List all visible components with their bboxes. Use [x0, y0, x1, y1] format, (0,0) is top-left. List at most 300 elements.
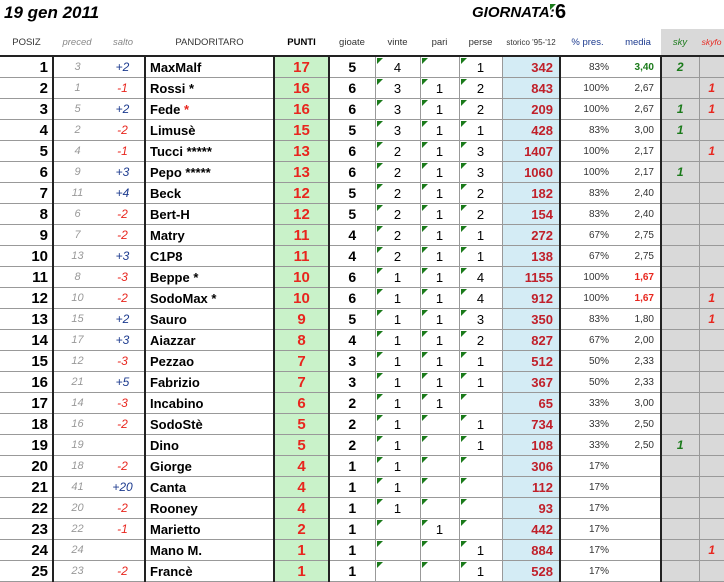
player-name-value: Marietto	[150, 521, 201, 537]
history-value: 306	[531, 458, 553, 474]
position-value: 5	[39, 142, 48, 160]
presence-value: 100%	[583, 82, 609, 94]
played-cell	[329, 561, 375, 582]
wins-cell	[375, 309, 420, 330]
played-value: 4	[348, 227, 357, 243]
average-value: 2,40	[634, 208, 654, 220]
player-name-value: Pezzao	[150, 353, 195, 369]
position-value: 11	[32, 268, 48, 286]
presence-cell	[560, 225, 615, 246]
presence-cell	[560, 456, 615, 477]
draws-cell	[420, 330, 459, 351]
wins-cell	[375, 393, 420, 414]
flag-icon	[461, 121, 467, 127]
average-value: 2,50	[634, 439, 654, 451]
table-row	[0, 78, 724, 99]
sky-cell	[661, 120, 699, 141]
position-value: 4	[39, 121, 48, 139]
presence-cell	[560, 183, 615, 204]
position-cell	[0, 414, 53, 435]
history-cell	[502, 246, 560, 267]
jump-value: +4	[115, 186, 130, 200]
played-cell	[329, 162, 375, 183]
wins-cell	[375, 435, 420, 456]
flag-icon	[377, 373, 383, 379]
flag-icon	[422, 79, 428, 85]
played-value: 4	[348, 332, 357, 348]
wins-value: 1	[393, 416, 402, 432]
history-cell	[502, 561, 560, 582]
flag-icon	[377, 562, 383, 568]
table-row	[0, 456, 724, 477]
average-value: 1,67	[634, 271, 654, 283]
wins-cell	[375, 120, 420, 141]
draws-cell	[420, 309, 459, 330]
losses-cell	[459, 78, 502, 99]
flag-icon	[422, 289, 428, 295]
skyfo-value: 1	[708, 543, 716, 557]
skyfo-cell	[699, 267, 724, 288]
wins-value: 1	[393, 458, 402, 474]
losses-cell	[459, 288, 502, 309]
wins-value: 1	[393, 290, 402, 306]
col-header-salto: salto	[101, 29, 145, 56]
table-row	[0, 519, 724, 540]
points-value: 13	[293, 163, 310, 181]
skyfo-value: 1	[708, 291, 716, 305]
wins-value: 3	[393, 80, 402, 96]
player-name-value: Aiazzar	[150, 332, 196, 348]
flag-icon	[422, 415, 428, 421]
average-cell	[615, 456, 661, 477]
flag-icon	[377, 121, 383, 127]
previous-position-value: 7	[74, 229, 81, 241]
position-value: 14	[31, 331, 48, 349]
wins-cell	[375, 456, 420, 477]
played-value: 5	[348, 59, 357, 75]
history-value: 827	[531, 332, 553, 348]
flag-icon	[461, 142, 467, 148]
sky-value: 1	[676, 438, 684, 452]
jump-value: -2	[117, 417, 128, 431]
previous-position-value: 23	[71, 565, 84, 577]
sky-cell	[661, 183, 699, 204]
presence-value: 100%	[583, 103, 609, 115]
points-cell	[274, 141, 329, 162]
presence-cell	[560, 435, 615, 456]
history-cell	[502, 120, 560, 141]
history-cell	[502, 204, 560, 225]
history-cell	[502, 288, 560, 309]
sky-cell	[661, 99, 699, 120]
losses-value: 3	[476, 143, 485, 159]
previous-position-cell	[53, 372, 101, 393]
flag-icon	[422, 562, 428, 568]
draws-cell	[420, 435, 459, 456]
draws-cell	[420, 204, 459, 225]
table-row	[0, 393, 724, 414]
played-cell	[329, 99, 375, 120]
player-name-value: Mano M.	[150, 542, 202, 558]
flag-icon	[422, 478, 428, 484]
draws-value: 1	[435, 374, 444, 390]
flag-icon	[422, 520, 428, 526]
giornata-number: 6	[555, 1, 567, 23]
player-name-value: Fede	[150, 101, 184, 117]
points-value: 12	[293, 184, 310, 202]
player-name-cell	[145, 99, 274, 120]
losses-cell	[459, 561, 502, 582]
draws-cell	[420, 99, 459, 120]
jump-value: +20	[112, 480, 133, 494]
losses-value: 1	[476, 437, 485, 453]
skyfo-value: 1	[708, 312, 716, 326]
history-value: 65	[538, 395, 553, 411]
losses-value: 2	[476, 206, 485, 222]
history-value: 209	[531, 101, 553, 117]
played-cell	[329, 351, 375, 372]
player-name-value: Limusè	[150, 122, 196, 138]
presence-value: 33%	[588, 418, 609, 430]
losses-cell	[459, 56, 502, 78]
position-value: 15	[31, 352, 48, 370]
played-value: 5	[348, 122, 357, 138]
losses-value: 1	[476, 374, 485, 390]
table-row	[0, 288, 724, 309]
player-name-value: SodoStè	[150, 416, 203, 432]
col-header-vinte: vinte	[375, 29, 420, 56]
col-header-posiz: POSIZ	[0, 29, 53, 56]
flag-icon	[461, 331, 467, 337]
table-row	[0, 414, 724, 435]
jump-cell	[101, 288, 145, 309]
table-row	[0, 351, 724, 372]
played-value: 1	[348, 521, 357, 537]
losses-cell	[459, 204, 502, 225]
points-cell	[274, 288, 329, 309]
played-cell	[329, 225, 375, 246]
previous-position-value: 12	[71, 355, 84, 367]
history-value: 182	[531, 185, 553, 201]
average-value: 2,33	[634, 376, 654, 388]
wins-value: 2	[393, 248, 402, 264]
played-cell	[329, 141, 375, 162]
skyfo-cell	[699, 120, 724, 141]
history-value: 1407	[524, 143, 553, 159]
played-value: 3	[348, 353, 357, 369]
sky-cell	[661, 393, 699, 414]
losses-cell	[459, 225, 502, 246]
giornata-label: GIORNATA:	[472, 4, 555, 21]
wins-cell	[375, 540, 420, 561]
skyfo-cell	[699, 456, 724, 477]
sky-value: 2	[676, 60, 684, 74]
points-value: 4	[297, 457, 306, 475]
points-value: 6	[297, 394, 306, 412]
flag-icon	[377, 79, 383, 85]
skyfo-cell	[699, 519, 724, 540]
presence-value: 83%	[588, 313, 609, 325]
history-cell	[502, 183, 560, 204]
draws-value: 1	[435, 206, 444, 222]
jump-value: -2	[117, 123, 128, 137]
presence-cell	[560, 78, 615, 99]
points-value: 15	[293, 121, 310, 139]
average-cell	[615, 120, 661, 141]
jump-value: -3	[117, 354, 128, 368]
played-value: 6	[348, 143, 357, 159]
position-cell	[0, 498, 53, 519]
skyfo-cell	[699, 351, 724, 372]
presence-cell	[560, 120, 615, 141]
jump-value: +2	[115, 60, 130, 74]
skyfo-value: 1	[708, 144, 716, 158]
col-header-preced: preced	[53, 29, 101, 56]
previous-position-value: 13	[71, 250, 84, 262]
flag-icon	[377, 289, 383, 295]
flag-icon	[461, 478, 467, 484]
skyfo-value: 1	[708, 102, 716, 116]
presence-value: 17%	[588, 565, 609, 577]
previous-position-value: 6	[74, 208, 81, 220]
average-cell	[615, 330, 661, 351]
player-name-value: Beppe *	[150, 269, 199, 285]
draws-cell	[420, 561, 459, 582]
skyfo-cell	[699, 414, 724, 435]
table-row	[0, 246, 724, 267]
presence-cell	[560, 561, 615, 582]
draws-cell	[420, 141, 459, 162]
losses-cell	[459, 99, 502, 120]
flag-icon	[461, 394, 467, 400]
player-name-value: Rossi *	[150, 80, 195, 96]
points-cell	[274, 519, 329, 540]
points-cell	[274, 351, 329, 372]
flag-icon	[377, 100, 383, 106]
presence-cell	[560, 141, 615, 162]
points-cell	[274, 99, 329, 120]
average-cell	[615, 288, 661, 309]
sky-cell	[661, 56, 699, 78]
table-row	[0, 477, 724, 498]
draws-cell	[420, 78, 459, 99]
average-cell	[615, 540, 661, 561]
losses-cell	[459, 477, 502, 498]
presence-value: 83%	[588, 208, 609, 220]
presence-cell	[560, 99, 615, 120]
average-value: 2,75	[634, 229, 654, 241]
presence-value: 50%	[588, 376, 609, 388]
played-cell	[329, 309, 375, 330]
player-name-value: Francè	[150, 563, 193, 579]
history-cell	[502, 162, 560, 183]
skyfo-cell	[699, 183, 724, 204]
draws-value: 1	[435, 311, 444, 327]
flag-icon	[422, 205, 428, 211]
flag-icon	[461, 310, 467, 316]
points-value: 16	[293, 100, 310, 118]
position-value: 17	[31, 394, 48, 412]
skyfo-cell	[699, 540, 724, 561]
played-cell	[329, 204, 375, 225]
history-value: 843	[531, 80, 553, 96]
col-header-pandoritaro: PANDORITARO	[145, 29, 274, 56]
flag-icon	[461, 289, 467, 295]
jump-cell	[101, 477, 145, 498]
flag-icon	[461, 58, 467, 64]
flag-icon	[461, 415, 467, 421]
presence-value: 67%	[588, 334, 609, 346]
wins-cell	[375, 414, 420, 435]
player-name-cell	[145, 309, 274, 330]
average-cell	[615, 561, 661, 582]
player-name-value: Incabino	[150, 395, 204, 411]
draws-value: 1	[435, 353, 444, 369]
jump-cell	[101, 540, 145, 561]
wins-cell	[375, 99, 420, 120]
points-cell	[274, 435, 329, 456]
history-cell	[502, 99, 560, 120]
jump-value: -1	[117, 144, 128, 158]
flag-icon	[377, 415, 383, 421]
table-row	[0, 561, 724, 582]
history-value: 428	[531, 122, 553, 138]
wins-value: 1	[393, 395, 402, 411]
previous-position-cell	[53, 56, 101, 78]
history-value: 154	[531, 206, 553, 222]
jump-cell	[101, 56, 145, 78]
losses-cell	[459, 162, 502, 183]
wins-value: 1	[393, 353, 402, 369]
player-name-cell	[145, 561, 274, 582]
losses-cell	[459, 372, 502, 393]
history-cell	[502, 141, 560, 162]
skyfo-cell	[699, 330, 724, 351]
skyfo-cell	[699, 561, 724, 582]
played-cell	[329, 393, 375, 414]
flag-icon	[461, 247, 467, 253]
points-value: 8	[297, 331, 306, 349]
presence-value: 100%	[583, 271, 609, 283]
points-value: 2	[297, 520, 306, 538]
table-row	[0, 540, 724, 561]
history-value: 108	[531, 437, 553, 453]
flag-icon	[377, 394, 383, 400]
flag-icon	[461, 562, 467, 568]
wins-value: 1	[393, 269, 402, 285]
jump-cell	[101, 393, 145, 414]
played-cell	[329, 183, 375, 204]
sky-value: 1	[676, 123, 684, 137]
presence-cell	[560, 540, 615, 561]
played-cell	[329, 477, 375, 498]
player-name-value: Sauro	[150, 311, 187, 327]
average-cell	[615, 99, 661, 120]
played-value: 5	[348, 206, 357, 222]
presence-value: 17%	[588, 523, 609, 535]
col-header-media: media	[615, 29, 661, 56]
average-cell	[615, 78, 661, 99]
losses-value: 1	[476, 353, 485, 369]
average-cell	[615, 56, 661, 78]
previous-position-cell	[53, 393, 101, 414]
flag-icon	[461, 79, 467, 85]
average-value: 1,80	[634, 313, 654, 325]
points-value: 1	[297, 541, 306, 559]
played-cell	[329, 435, 375, 456]
flag-icon	[377, 268, 383, 274]
losses-value: 1	[476, 563, 485, 579]
previous-position-cell	[53, 120, 101, 141]
wins-cell	[375, 204, 420, 225]
average-value: 3,40	[634, 61, 654, 73]
jump-cell	[101, 435, 145, 456]
draws-value: 1	[435, 290, 444, 306]
flag-icon	[461, 520, 467, 526]
player-name-cell	[145, 351, 274, 372]
wins-cell	[375, 56, 420, 78]
presence-cell	[560, 477, 615, 498]
jump-value: -2	[117, 501, 128, 515]
table-row	[0, 309, 724, 330]
header-row	[0, 29, 724, 56]
sky-cell	[661, 477, 699, 498]
losses-cell	[459, 351, 502, 372]
average-cell	[615, 267, 661, 288]
flag-icon	[422, 58, 428, 64]
table-row	[0, 372, 724, 393]
col-header-pari: pari	[420, 29, 459, 56]
player-name-cell	[145, 330, 274, 351]
presence-value: 100%	[583, 145, 609, 157]
played-cell	[329, 330, 375, 351]
sky-cell	[661, 561, 699, 582]
flag-icon	[422, 226, 428, 232]
position-value: 18	[31, 415, 48, 433]
points-cell	[274, 477, 329, 498]
history-value: 884	[531, 542, 553, 558]
previous-position-value: 20	[71, 502, 84, 514]
played-cell	[329, 56, 375, 78]
previous-position-value: 19	[71, 439, 84, 451]
position-cell	[0, 204, 53, 225]
presence-value: 67%	[588, 229, 609, 241]
table-row	[0, 99, 724, 120]
losses-cell	[459, 393, 502, 414]
position-cell	[0, 309, 53, 330]
previous-position-cell	[53, 78, 101, 99]
draws-cell	[420, 225, 459, 246]
history-cell	[502, 309, 560, 330]
player-name-cell	[145, 141, 274, 162]
previous-position-value: 24	[71, 544, 84, 556]
history-value: 734	[531, 416, 553, 432]
flag-icon	[422, 268, 428, 274]
jump-cell	[101, 351, 145, 372]
points-cell	[274, 309, 329, 330]
points-cell	[274, 225, 329, 246]
history-value: 1060	[524, 164, 553, 180]
history-value: 138	[531, 248, 553, 264]
jump-cell	[101, 330, 145, 351]
history-cell	[502, 414, 560, 435]
wins-value: 1	[393, 374, 402, 390]
position-cell	[0, 225, 53, 246]
points-cell	[274, 120, 329, 141]
player-name-value: Giorge	[150, 458, 192, 474]
player-name-cell	[145, 477, 274, 498]
presence-value: 33%	[588, 439, 609, 451]
